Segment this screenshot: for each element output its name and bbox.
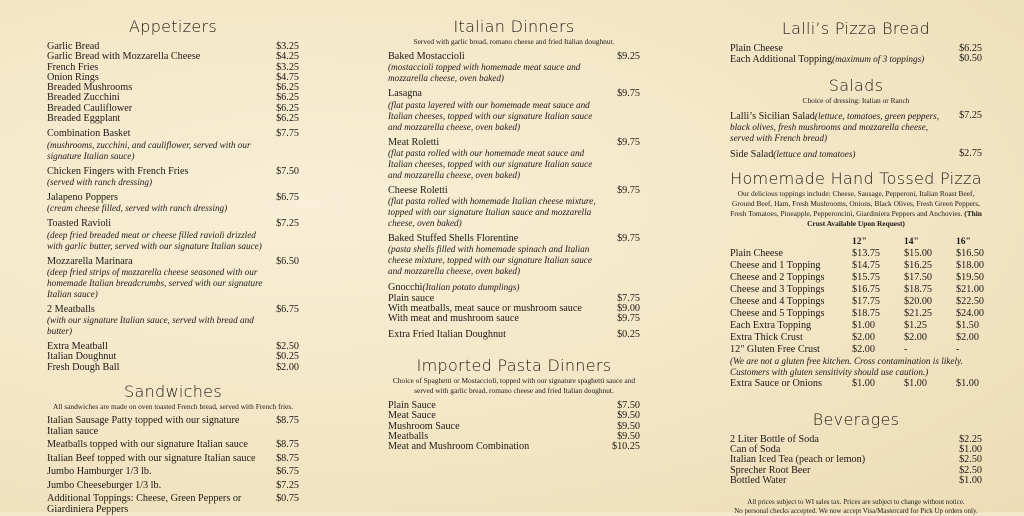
menu-item-row [47,193,299,203]
item-note: (lettuce and tomatoes) [773,149,856,160]
item-name [388,330,600,340]
pizza-row-price: $2.00 [852,331,875,343]
item-name-text: Jumbo Hamburger 1/3 lb. [47,466,152,478]
section-imported-pasta [388,356,640,452]
item-name [47,480,259,491]
menu-item [47,129,299,161]
item-price: $9.75 [617,136,640,148]
pizza-row-name: Plain Cheese [730,247,783,259]
item-price: $7.50 [276,165,299,177]
item-group [388,89,640,132]
item-name-text: Meat and Mushroom Combination [388,441,530,453]
pizza-row-price: $18.75 [904,283,933,295]
item-price: $6.25 [276,113,299,125]
pizza-row-price: $18.75 [852,307,881,319]
item-description: (flat pasta rolled with our homemade meat sauce and Italian cheeses, topped with our signature Italian sauce and mozzarella cheese, oven baked) [388,147,593,180]
menu-item [388,314,640,324]
item-name-text: Lalli’s Sicilian Salad [730,110,815,122]
item-price: $7.25 [959,109,982,121]
pizza-row-price: - [904,343,908,355]
item-name-text: Additional Toppings: Cheese, Green Peppers or Giardiniera Peppers [47,493,242,516]
menu-item [730,54,982,65]
menu-item-row [47,114,299,124]
pizza-row-name: Extra Sauce or Onions [730,377,822,389]
menu-item-row [47,129,299,139]
menu-item [47,415,299,437]
item-name-text: Italian Beef topped with our signature Italian sauce [47,452,256,464]
item-name [47,305,259,315]
menu-item-row [47,480,299,491]
menu-item-row [47,257,299,267]
item-name-text: Lasagna [388,88,422,100]
menu-item [47,439,299,450]
item-price: $2.25 [959,433,982,445]
pizza-row-price: $2.00 [852,343,875,355]
item-name [47,415,259,437]
menu-item [47,167,299,188]
item-name-text: 2 Meatballs [47,303,95,315]
menu-item [388,234,640,277]
section-subtitle: Choice of dressing: Italian or Ranch [802,95,910,105]
item-group [388,52,640,84]
menu-item-row [730,111,982,145]
item-price: $6.25 [276,92,299,104]
pizza-row-price: $1.00 [852,319,875,331]
menu-item-row [47,466,299,477]
item-description: (pasta shells filled with homemade spinach and Italian cheese mixture, topped with our signature Italian sauce and mozzarella cheese, oven baked) [388,244,592,277]
item-name-text: Italian Doughnut [47,351,117,363]
item-name [730,476,942,486]
item-note: (lettuce, tomatoes, green peppers, black olives, fresh mushrooms and mozzarella cheese, served with French bread) [730,110,940,144]
pizza-row-price: $1.00 [956,377,979,389]
menu-column-middle [388,0,640,452]
item-price: $7.50 [617,399,640,411]
item-price: $1.00 [959,444,982,456]
item-price: $9.50 [617,420,640,432]
item-name-text: Chicken Fingers with French Fries [47,165,189,177]
item-group [47,439,299,450]
pizza-row-price: $16.75 [852,283,881,295]
item-group [47,219,299,251]
item-name [47,129,259,139]
item-price: $8.75 [276,414,299,426]
item-name [47,453,259,464]
pizza-row-price: $2.00 [956,331,979,343]
item-name [388,186,600,196]
menu-item-row [730,149,982,160]
pizza-row-name: 12" Gluten Free Crust [730,343,820,355]
item-group [730,44,982,66]
pizza-row-price: $13.75 [852,247,881,259]
gluten-free-note: (We are not a gluten free kitchen. Cross contamination is likely. Customers with gluten sensitivity should use caution.) [730,355,963,377]
section-subtitle: All sandwiches are made on oven toasted French bread, served with French fries. [52,402,294,412]
item-group [47,480,299,491]
menu-item-row [388,314,640,324]
item-note: (maximum of 3 toppings) [832,54,925,65]
item-name-text: Jalapeno Poppers [47,191,119,203]
item-description: (cream cheese filled, served with ranch dressing) [47,203,228,214]
section-title: Sandwiches [124,382,222,402]
menu-item-row [730,44,982,54]
section-title: Lalli’s Pizza Bread [781,19,931,38]
menu-column-right [730,0,985,516]
item-name-text: Breaded Eggplant [47,113,121,125]
item-price: $8.75 [276,439,299,451]
menu-item-row [730,54,982,65]
item-description: (mushrooms, zucchini, and cauliflower, served with our signature Italian sauce) [47,139,251,161]
menu-item [730,111,982,145]
pizza-row-name: Cheese and 1 Topping [730,259,821,271]
item-name [388,138,600,148]
pizza-row-price: $1.00 [852,377,875,389]
pizza-row-price: - [956,343,960,355]
item-price: $7.25 [276,218,299,230]
item-price: $6.75 [276,303,299,315]
item-name [47,114,259,124]
item-description: (served with ranch dressing) [47,176,153,187]
item-price: $2.75 [959,148,982,160]
menu-item [47,114,299,124]
section-subtitle: Choice of Spaghetti or Mostaccioli, topped with our signature spaghetti sauce and served with garlic bread, romano cheese and fried Italian doughnut. [392,375,636,395]
menu-item-row [47,305,299,315]
pizza-row-price: $17.75 [852,295,881,307]
section-appetizers [47,0,299,373]
item-group [47,129,299,161]
item-description: (mostaccioli topped with homemade meat sauce and mozzarella cheese, oven baked) [388,62,581,84]
item-name [47,439,259,450]
item-group [47,257,299,300]
item-price: $6.50 [276,255,299,267]
item-name-text: Can of Soda [730,444,781,456]
item-price: $2.50 [276,341,299,353]
pizza-row-name: Cheese and 5 Toppings [730,307,825,319]
item-name-text: Italian Iced Tea (peach or lemon) [730,454,866,466]
item-group [47,415,299,437]
item-group [388,186,640,229]
pizza-row-price: $20.00 [904,295,933,307]
pizza-row-price: $24.00 [956,307,985,319]
item-price: $7.25 [276,479,299,491]
menu-item-row [730,476,982,486]
pizza-row-price: $21.00 [956,283,985,295]
item-name-text: Meatballs topped with our signature Italian sauce [47,439,248,451]
item-price: $6.25 [276,102,299,114]
item-name-text: Plain Sauce [388,399,436,411]
item-name-text: Extra Meatball [47,341,108,353]
item-name [47,257,259,267]
item-group [47,167,299,188]
item-name-text: Breaded Mushrooms [47,82,133,94]
menu-item-row [47,415,299,437]
pizza-toppings-intro [730,189,982,229]
pizza-price-table [730,236,985,390]
menu-item-row [388,330,640,340]
item-name [388,89,600,99]
pizza-row-name: Extra Thick Crust [730,331,803,343]
item-group [47,193,299,214]
item-price: $8.75 [276,452,299,464]
item-group [388,234,640,277]
size-header: 16" [956,236,971,247]
item-name-text: Extra Fried Italian Doughnut [388,328,506,340]
item-name-text: Toasted Ravioli [47,218,112,230]
item-price: $6.25 [276,82,299,94]
menu-item [47,219,299,251]
pizza-row-price: $16.50 [956,247,985,259]
item-description: (deep fried strips of mozzarella cheese seasoned with our homemade Italian breadcrumbs, served with our signature Italian sauce) [47,266,263,299]
pizza-row-price: $21.25 [904,307,933,319]
item-name-text: Meatballs [388,430,429,442]
pizza-row-price: $22.50 [956,295,985,307]
item-name [47,466,259,477]
item-name-text: Sprecher Root Beer [730,464,811,476]
pizza-row-price: $17.50 [904,271,933,283]
item-description: (flat pasta rolled with homemade Italian cheese mixture, topped with our signature Italian sauce and mozzarella cheese, oven baked) [388,196,596,229]
menu-item-row [47,439,299,450]
item-price: $1.00 [959,474,982,486]
item-name-text: Italian Sausage Patty topped with our signature Italian sauce [47,414,240,437]
pizza-row-price: $18.00 [956,259,985,271]
item-description: (deep fried breaded meat or cheese filled ravioli drizzled with garlic butter, served with our signature Italian sauce) [47,229,262,251]
item-name-text: With meatballs, meat sauce or mushroom sauce [388,303,582,315]
pizza-row-price: $1.25 [904,319,927,331]
item-note: (Italian potato dumplings) [422,282,520,293]
item-price: $2.00 [276,361,299,373]
item-price: $2.50 [959,464,982,476]
item-group [388,330,640,340]
section-beverages [730,410,982,486]
item-price: $9.75 [617,313,640,325]
menu-item [47,363,299,373]
item-price: $0.75 [276,493,299,505]
menu-column-left [47,0,299,515]
section-title: Salads [828,75,884,95]
section-sandwiches [47,382,299,515]
pizza-row-name: Cheese and 4 Toppings [730,295,825,307]
item-name-text: Breaded Cauliflower [47,102,133,114]
section-pizza-bread [730,0,982,66]
menu-item-row [388,138,640,148]
item-price: $9.25 [617,51,640,62]
item-name-text: Mozzarella Marinara [47,255,133,267]
pizza-row-price: $15.00 [904,247,933,259]
footer-line-2: No personal checks accepted. We now accept Visa/Mastercard for Pick Up orders only. [734,507,978,516]
item-name-text: Mushroom Sauce [388,420,460,432]
item-name-text: French Fries [47,61,99,73]
menu-item [388,138,640,181]
item-price: $3.25 [276,41,299,52]
menu-item [730,44,982,54]
section-title: Homemade Hand Tossed Pizza [730,168,982,188]
section-subtitle: Served with garlic bread, romano cheese and fried Italian doughnut. [413,37,615,46]
menu-item [388,89,640,132]
menu-item-row [388,234,640,244]
pizza-row-price: $16.25 [904,259,933,271]
pizza-row-price: $14.75 [852,259,881,271]
pizza-row-name: Cheese and 3 Toppings [730,283,825,295]
toppings-text: Our delicious toppings include: Cheese, Sausage, Pepperoni, Italian Roast Beef, Ground Beef, Ham, Fresh Mushrooms, Onions, Black Olives, Fresh Green Peppers, Fresh Tomatoes, Pineapple, Pepperoncini, Giardiniera Peppers and Anchovies. [730,188,980,218]
item-name-text: Each Additional Topping [730,54,833,66]
menu-item [388,442,640,452]
menu-item [47,453,299,464]
item-name [388,234,600,244]
item-name [388,52,600,62]
item-price: $4.25 [276,51,299,63]
pizza-row-price: $2.00 [904,331,927,343]
item-price: $9.75 [617,88,640,100]
item-group [730,435,982,486]
menu-item [730,149,982,160]
footer-note [730,498,982,516]
menu-item-row [388,442,640,452]
section-italian-dinners [388,0,640,340]
item-group [47,342,299,373]
pizza-row-price: $19.50 [956,271,985,283]
item-price: $0.25 [276,351,299,363]
menu-item-row [388,186,640,196]
menu-item [47,305,299,337]
item-name [47,363,259,373]
size-header-blank [730,236,852,248]
menu-item [47,480,299,491]
menu-item [388,52,640,84]
item-group [730,111,982,145]
item-price: $3.25 [276,61,299,73]
item-price: $6.75 [276,191,299,203]
item-name [730,44,942,54]
item-name [730,111,942,145]
item-price: $9.75 [617,233,640,245]
item-name-text: Baked Stuffed Shells Florentine [388,233,519,245]
section-title: Appetizers [129,17,217,36]
menu-item-row [388,52,640,62]
item-name-text: Baked Mostaccioli [388,51,465,62]
item-name-text: Breaded Zucchini [47,92,120,104]
item-name [388,314,600,324]
menu-item-row [47,219,299,229]
item-price: $9.50 [617,410,640,422]
item-name-text: Garlic Bread [47,41,100,52]
pizza-row-price: $15.75 [852,271,881,283]
item-group [47,466,299,477]
item-price: $10.25 [611,441,640,453]
item-name-text: Cheese Roletti [388,184,448,196]
footer-line-1: All prices subject to WI sales tax. Prices are subject to change without notice. [747,498,965,507]
pizza-row-name: Cheese and 2 Toppings [730,271,825,283]
item-name-text: Onion Rings [47,71,99,83]
item-price: $9.50 [617,430,640,442]
item-group [388,138,640,181]
menu-item-row [47,167,299,177]
pizza-row-name: Each Extra Topping [730,319,812,331]
item-name-text: Side Salad [730,149,774,161]
item-name-text: 2 Liter Bottle of Soda [730,433,819,445]
item-name-text: Garlic Bread with Mozzarella Cheese [47,51,201,63]
item-price: $4.75 [276,71,299,83]
item-price: $7.75 [617,292,640,304]
item-name-text: Combination Basket [47,128,131,140]
item-group [47,305,299,337]
item-price: $6.25 [959,43,982,54]
pizza-row-price: $1.00 [904,377,927,389]
menu-item [730,476,982,486]
item-group [730,149,982,160]
item-price: $9.75 [617,184,640,196]
item-name-text: Fresh Dough Ball [47,361,120,373]
pizza-row-price: $1.50 [956,319,979,331]
item-name-text: Jumbo Cheeseburger 1/3 lb. [47,479,162,491]
item-name [730,54,942,65]
item-name-text: Plain sauce [388,292,435,304]
item-name-text: Meat Roletti [388,136,440,148]
size-header: 12" [852,236,867,247]
item-group [47,42,299,124]
menu-item [388,186,640,229]
item-group [388,401,640,452]
item-name-text: With meat and mushroom sauce [388,313,519,325]
item-name-text: Plain Cheese [730,43,783,54]
section-title: Beverages [812,409,900,429]
item-price: $7.75 [276,128,299,140]
item-name-text: Gnocchi [388,282,423,294]
menu-item [388,330,640,340]
item-price: $2.50 [959,454,982,466]
item-price: $6.75 [276,466,299,478]
section-title: Imported Pasta Dinners [416,355,612,375]
menu-item-row [47,453,299,464]
item-name [730,149,942,160]
item-name-text: Bottled Water [730,474,787,486]
item-price: $9.00 [617,303,640,315]
item-name [47,219,259,229]
item-description: (flat pasta layered with our homemade meat sauce and Italian cheeses, topped with our signature Italian sauce and mozzarella cheese, oven baked) [388,99,593,132]
item-name-text: Meat Sauce [388,410,436,422]
item-name [47,167,259,177]
menu-item-row [388,89,640,99]
section-pizza [730,168,985,390]
item-group [47,453,299,464]
section-title: Italian Dinners [453,17,575,36]
section-salads [730,76,982,161]
item-name [47,193,259,203]
menu-item [47,193,299,214]
item-name [388,442,600,452]
item-price: $0.25 [617,328,640,340]
menu-item [47,257,299,300]
menu-item-row [47,363,299,373]
item-description: (with our signature Italian sauce, served with bread and butter) [47,315,254,337]
size-header: 14" [904,236,919,247]
item-group [388,282,640,324]
thin-crust-note: (Thin Crust Available Upon Request) [807,208,982,228]
item-price: $0.50 [959,53,982,65]
menu-item [47,466,299,477]
